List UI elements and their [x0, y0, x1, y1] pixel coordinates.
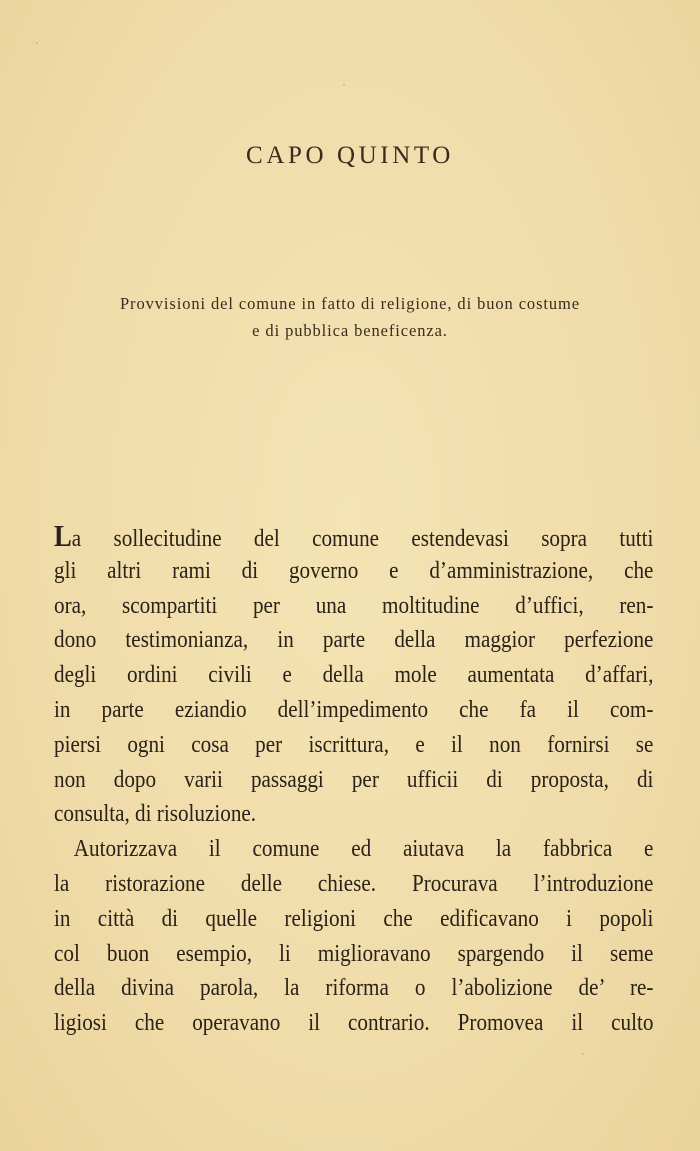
body-text [54, 519, 654, 1041]
chapter-summary [0, 290, 700, 344]
chapter-title: CAPO QUINTO [246, 142, 454, 169]
chapter-summary-line: e di pubblica beneficenza. [252, 321, 448, 340]
paper-speck [36, 42, 38, 44]
text-line: consulta, di risoluzione. [54, 800, 257, 828]
text-line: in parte eziandio dell’impedimento che fa il com- [54, 695, 654, 723]
text-line: non dopo varii passaggi per ufficii di proposta, di [54, 765, 654, 793]
text-line: la ristorazione delle chiese. Procurava l’introduzione [54, 869, 654, 897]
text-line: della divina parola, la riforma o l’abolizione de’ re- [54, 974, 654, 1002]
text-line: a sollecitudine del comune estendevasi sopra tutti [71, 525, 654, 552]
initial-letter: L [54, 518, 72, 553]
text-line: ora, scompartiti per una moltitudine d’uffici, ren- [54, 591, 654, 619]
paper-speck [343, 84, 345, 86]
paragraph-first-line: Autorizzava il comune ed aiutava la fabbrica e [73, 835, 654, 863]
paper-speck [582, 1053, 584, 1055]
text-line: gli altri rami di governo e d’amministrazione, che [54, 556, 654, 584]
paragraph-first-line [54, 519, 653, 554]
text-line: piersi ogni cosa per iscrittura, e il non fornirsi se [54, 730, 654, 758]
text-line: col buon esempio, li miglioravano spargendo il seme [54, 939, 654, 967]
text-line: ligiosi che operavano il contrario. Promovea il culto [54, 1009, 654, 1037]
text-line: in città di quelle religioni che edificavano i popoli [54, 904, 654, 932]
text-line: dono testimonianza, in parte della maggior perfezione [54, 626, 654, 654]
chapter-summary-line: Provvisioni del comune in fatto di religione, di buon costume [119, 294, 580, 313]
text-line: degli ordini civili e della mole aumentata d’affari, [54, 661, 654, 689]
